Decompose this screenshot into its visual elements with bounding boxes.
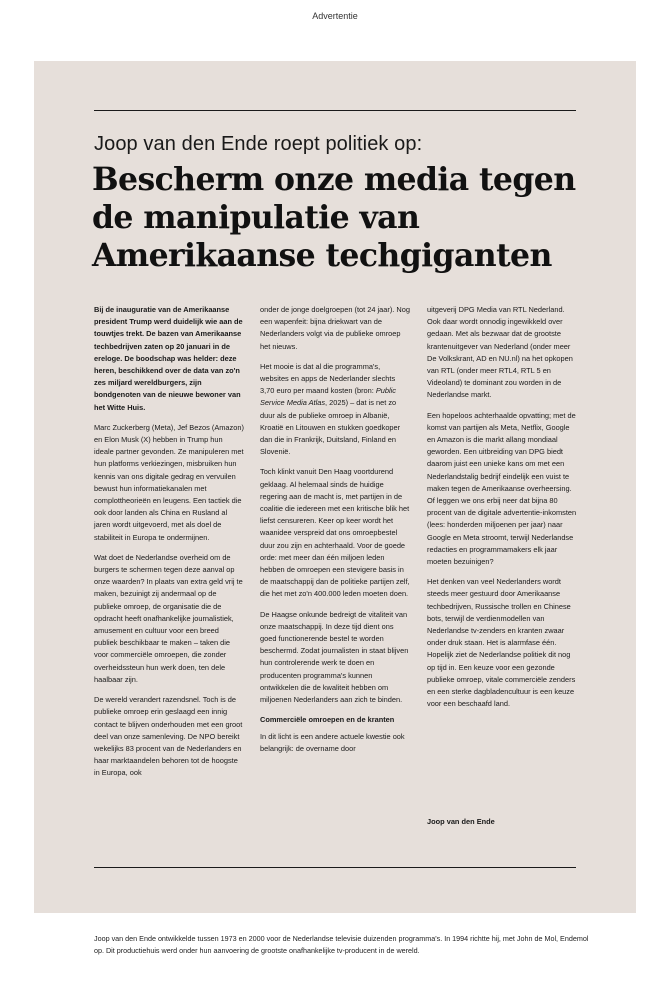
paragraph: Wat doet de Nederlandse overheid om de burgers te schermen tegen deze aanval op onze waarden? In plaats van extra geld vrij te maken, bezuinigt zij andermaal op de publieke omroep, de organisatie die de opdracht heeft onafhankelijke journalistiek, amusement en cultuur voor een breed publiek beschikbaar te maken – taken die voor commerciële omroepen, die zonder overheidssteun hun werk doen, ten dele haalbaar zijn. — [94, 552, 243, 684]
source-title: Public Service Media Atlas — [260, 386, 396, 408]
lead-paragraph: Bij de inauguratie van de Amerikaanse president Trump werd duidelijk wie aan de touwtjes trekt. De bazen van Amerikaanse techbedrijven zaten op 20 januari in de ereloge. De boodschap was helder: deze heren, beschikkend over de data van zo'n zes miljard wereldburgers, zijn bondgenoten van de nieuwe bewoner van het Witte Huis. — [94, 305, 243, 412]
paragraph-text: , 2025) – dat is net zo duur als de publieke omroep in Albanië, Kroatië en Litouwen en stukken goedkoper dan die in Frankrijk, Duitsland, Finland en Slovenië. — [260, 398, 401, 457]
paragraph: Een hopeloos achterhaalde opvatting; met de komst van partijen als Meta, Netflix, Google en Amazon is die markt allang mondiaal geworden. Een uitbreiding van DPG biedt daarom juist een unieke kans om met een Nederlandstalig bedrijf eindelijk een vuist te maken tegen de Amerikaanse overheersing. Of leggen we ons erbij neer dat bijna 80 procent van de digitale advertentie-inkomsten (lees: honderden miljoenen per jaar) naar Google en Meta stroomt, terwijl Nederlandse redacties en programmamakers elk jaar moeten bezuinigen? — [427, 410, 577, 567]
paragraph: Toch klinkt vanuit Den Haag voortdurend geklaag. Al helemaal sinds de huidige regering aan de macht is, met partijen in de coalitie die iedereen met een kritische blik het liefst censureren. Keer op keer wordt het waanidee verspreid dat ons omroepbestel duur zou zijn en achterhaald. Voor de goede orde: met meer dan één miljoen leden hebben de omroepen een stevigere basis in de maatschappij dan de politieke partijen zelf, die het met zo'n 400.000 leden moeten doen. — [260, 467, 410, 599]
paragraph: De Haagse onkunde bedreigt de vitaliteit van onze maatschappij. In deze tijd dient ons goed functionerende bestel te worden beschermd. Zodat journalisten in staat blijven hun controlerende werk te doen en producenten programma's kunnen ontwikkelen die de kwaliteit hebben om miljoenen Nederlanders aan zich te binden. — [260, 609, 409, 705]
author-signature: Joop van den Ende — [427, 817, 495, 826]
column-3 — [427, 304, 577, 719]
advertisement-label: Advertentie — [312, 11, 358, 21]
paragraph: uitgeverij DPG Media van RTL Nederland. Ook daar wordt onnodig ingewikkeld over gedaan. Met als bezwaar dat de grootste krantenuitgever van Nederland (onder meer De Volkskrant, AD en NU.nl) na het opkopen van RTL (onder meer RTL4, RTL 5 en Videoland) te dominant zou worden in de Nederlandse markt. — [427, 305, 573, 400]
kicker: Joop van den Ende roept politiek op: — [94, 133, 423, 155]
subheading: Commerciële omroepen en de kranten — [260, 715, 395, 725]
top-divider — [94, 110, 576, 111]
paragraph — [260, 361, 410, 459]
bottom-divider — [94, 867, 576, 868]
paragraph: onder de jonge doelgroepen (tot 24 jaar). Nog een wapenfeit: bijna driekwart van de Nederlanders volgt via de publieke omroep het nieuws. — [260, 305, 410, 351]
headline: Bescherm onze media tegen de manipulatie van Amerikaanse techgiganten — [92, 161, 576, 274]
paragraph: Het denken van veel Nederlanders wordt steeds meer gestuurd door Amerikaanse techbedrijven, Russische trollen en Chinese bots, terwijl de verdienmodellen van Nederlandse tv-zenders en kranten zwaar onder druk staan. Het is alarmfase één. Hopelijk ziet de Nederlandse politiek dit nog op tijd in. Een keuze voor een gezonde publieke omroep, vitale commerciële zenders en een sterke dagbladencultuur is een keuze voor een beschaafd land. — [427, 577, 576, 709]
column-1 — [94, 304, 244, 788]
paragraph: In dit licht is een andere actuele kwestie ook belangrijk: de overname door — [260, 731, 405, 753]
paragraph: Marc Zuckerberg (Meta), Jef Bezos (Amazon) en Elon Musk (X) hebben in Trump hun ideale partner gevonden. Ze manipuleren met hun platforms verkiezingen, misbruiken hun kennis van ons digitale gedrag en vervuilen bewust hun informatiekanalen met complottheorieën en leugens. Een tactiek die ook door landen als China en Rusland al jaren wordt uitgevoerd, met als doel de stabiliteit in Europa te ondermijnen. — [94, 422, 244, 542]
column-2 — [260, 304, 410, 763]
paragraph-text: Het mooie is dat al die programma's, websites en apps de Nederlander slechts 3,70 euro per maand kosten (bron: — [260, 361, 396, 396]
advertisement-panel — [34, 61, 636, 913]
paragraph: De wereld verandert razendsnel. Toch is de publieke omroep erin geslaagd een innig contact te blijven onderhouden met een groot deel van onze samenleving. De NPO bereikt wekelijks 83 procent van de Nederlanders en haar marktaandelen behoren tot de hoogste in Europa, ook — [94, 695, 243, 778]
author-footnote: Joop van den Ende ontwikkelde tussen 1973 en 2000 voor de Nederlandse televisie duizenden programma's. In 1994 richtte hij, met John de Mol, Endemol op. Dit productiehuis werd onder hun aanvoering de grootste onafhankelijke tv-producent in de wereld. — [94, 934, 589, 955]
